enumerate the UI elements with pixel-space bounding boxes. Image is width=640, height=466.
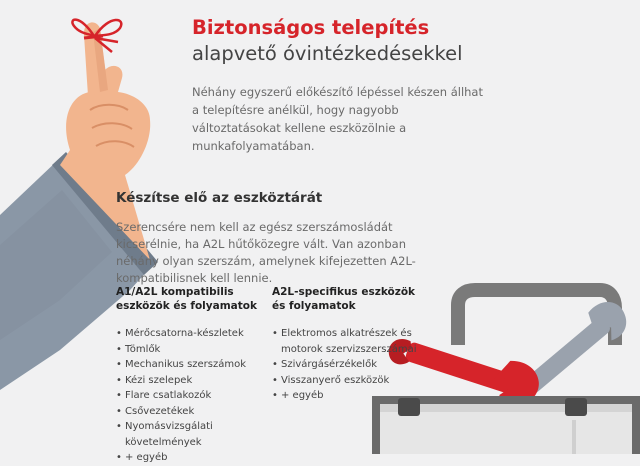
intro-text: Néhány egyszerű előkészítő lépéssel készen állhat a telepítésre anélkül, hogy nagyobb változtatásokat kellene eszközölnie a munkafolyamatában. — [192, 85, 483, 153]
page-subtitle: alapvető óvintézkedésekkel — [192, 42, 463, 65]
right-column-list — [272, 326, 432, 404]
section-body: Szerencsére nem kell az egész szerszámosládát kicserélnie, ha A2L hűtőközegre vált. Van azonban néhány olyan szerszám, amelynek kifejezetten A2L-kompatibilisnek kell lennie. — [116, 220, 416, 285]
right-column-heading: A2L-specifikus eszközök és folyamatok — [272, 286, 416, 312]
list-item: • + egyéb — [272, 388, 432, 404]
left-column-heading: A1/A2L kompatibilis eszközök és folyamatok — [116, 286, 257, 312]
list-item: • Tömlők — [116, 342, 261, 358]
list-item: • Mechanikus szerszámok — [116, 357, 261, 373]
section-title: Készítse elő az eszköztárát — [116, 190, 323, 206]
right-column — [272, 285, 432, 404]
list-item: • Elektromos alkatrészek és motorok szervizszerszámai — [272, 326, 432, 357]
list-item: • Flare csatlakozók — [116, 388, 261, 404]
list-item: • Csővezetékek — [116, 404, 261, 420]
page-title: Biztonságos telepítés — [192, 16, 430, 39]
list-item: • Szivárgásérzékelők — [272, 357, 432, 373]
left-column-list — [116, 326, 261, 466]
list-item: • Mérőcsatorna-készletek — [116, 326, 261, 342]
list-item: • Nyomásvizsgálati követelmények — [116, 419, 261, 450]
left-column — [116, 285, 261, 466]
list-item: • + egyéb — [116, 450, 261, 466]
list-item: • Kézi szelepek — [116, 373, 261, 389]
list-item: • Visszanyerő eszközök — [272, 373, 432, 389]
